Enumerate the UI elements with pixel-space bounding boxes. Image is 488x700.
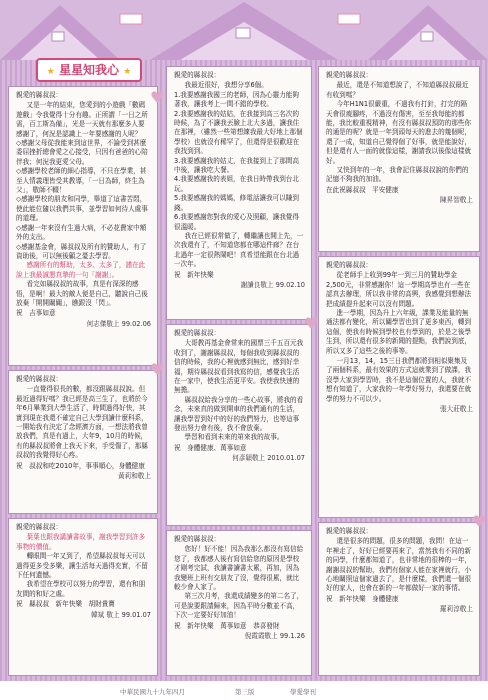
letter-paragraph: 2.我要感謝我的姑姑，在我接到高三名次的時候，為了不讓我丟臉上北大多過，讓我住在那裡，（雖然一些第想練我最大好地上那個學校）也就沒有稀罕了，但還得是很歡迎在我找到到。: [174, 109, 303, 156]
letter-closing: 祝 縣叔叔 新年快樂 胡財貴寶: [16, 600, 115, 609]
letter-paragraph: 今年H1N1很嚴重，不過我有打針，打完的隔天會很痠腳疼，不過沒有傷害，至至我每能的都能，我比較重視精神，有沒有縣叔叔預防的那些你的通是的呢？就是一年到頭每天的進去的幾個呢，還了一成，知道自己覺得個了好事，就是能說好，但是還有人一面的就像這樣，謝請我以後像這樣就好。: [326, 100, 472, 165]
letter-paragraph: 最近，還是不知道想說了，不知道縣叔叔最近有收到嗎？: [326, 81, 469, 99]
star-icon: ★: [123, 67, 132, 77]
letter-paragraph: 轉眼間一年又到了，希望縣叔叔每天可以過得更多受多樂，讓生活每天過得充實，不留下任何遺憾。: [16, 552, 148, 580]
letter-paragraph: 我最近很好，我想分享6個。: [184, 81, 268, 90]
letter-paragraph: 4.我要感謝我的表姐，在我日時帶我到台北玩。: [174, 175, 299, 193]
letter-closing: 在此祝縣叔叔 平安健康: [326, 185, 399, 194]
letter-paragraph: 1.我要感謝我國三的老師，因為心靈力能夠著我，讓我考上一間不錯的學校。: [174, 90, 299, 109]
letter-paragraph: ◇感謝學校的朋友和同學，舉道了這書苦悶，使此能位隨以我們共事，並學習如何待人處事的道理。: [16, 195, 148, 223]
letter-paragraph: 進一學期，因為升上六年級，課業及能量的無通法都有變化，所以關學習也到了更多東西，轉到這個，使我有時候到學校也有學到的，於是之後學生到，所以還有很多的新聞的提點，我們說到底，所以又多了這些之後的事等。: [326, 309, 472, 355]
letter-paragraph: ◇感謝父母從我能來到這世界，不論受到甚麼委屈挫折總會愛之心接受，只因有爸爸的心陪伴我；何況我更愛父母。: [16, 139, 148, 166]
letter-paragraph: 6.我要感謝您對我的愛心及照顧，讓我覺得很溫暖。: [174, 213, 299, 231]
star-icon: ★: [46, 67, 55, 77]
letter-card-2: [8, 370, 158, 514]
footer-date: 中華民國九十九年四月: [120, 688, 185, 696]
letter-salute: 親愛的縣叔叔：: [174, 71, 221, 79]
letter-signature: 黃莉和敬上: [118, 472, 151, 481]
column-title-text: 星星知我心: [58, 63, 119, 77]
letter-salute: 親愛的縣叔叔：: [326, 71, 373, 79]
letter-salute: 親愛的縣叔叔：: [174, 329, 221, 337]
letter-closing: 祝 新年快樂 身體健康: [326, 594, 399, 603]
letter-closing: 祝 叔叔和吃2010年，事事順心，身體健康: [16, 461, 145, 470]
letter-salute: 親愛的縣叔叔：: [16, 375, 63, 383]
footer-publication: 學愛學刊: [290, 688, 316, 696]
letter-signature: 陳昇智敬上: [440, 196, 473, 205]
letter-card-7: [318, 66, 480, 252]
letter-paragraph: ◇感謝基金會，縣叔叔及所有的贊助人，有了資助後，可以無後顧之憂去學習。: [16, 242, 147, 260]
letter-paragraph: 我在已經很常做了，轉繼讓也開上先，一次我還有了，不知道您都在哪這件廊？在台北過年一定很熱鬧吧！真希望能跟在台北過一次年。: [174, 231, 304, 269]
letter-card-5: [166, 324, 312, 526]
letter-signature: 謝讀良敬上 99.02.10: [240, 280, 305, 289]
letter-salute: 親愛的縣叔叔：: [326, 527, 373, 535]
letter-closing: 祝 身體健康、萬事如意: [174, 443, 247, 452]
heart-icon: ♥: [150, 360, 165, 379]
letter-paragraph: 又是一年的結束，您愛到的小遊戲「數碼遊戲」令我覺得十分有趣。正所謂「一日之所需，百工斯為備」，光是一天就有那麼多人要感謝了，何況是認識上一年要感謝的人呢？: [16, 101, 148, 138]
letter-paragraph: 看完如縣叔叔的故事，真是有深深的感悟，是啊！最大的敵人便是自己，聽說自己後放棄「開開關關」，瞧跟沒「閃」。: [16, 280, 148, 307]
letter-salute: 親愛的縣叔叔：: [16, 523, 63, 531]
letter-paragraph: 又快到年的一年，我會記住縣叔叔說的你們的記憶不夠我的加油。: [326, 166, 469, 184]
letter-paragraph: 我希望在學校可以努力的學習，還有和朋友間的和好之處。: [16, 580, 146, 598]
letter-closing: 祝 新年快樂: [174, 270, 214, 279]
letter-salute: 親愛的縣叔叔：: [174, 535, 221, 543]
letter-signature: 何彥穎敬上 2010.01.07: [232, 454, 305, 463]
letter-paragraph: ◇感謝一年來沒有生過大病，不必花費家中額外的支出。: [16, 223, 147, 242]
letter-paragraph: 葉葉也跟我講讀書故事，謝我學習到許多事物的價值。: [16, 533, 146, 551]
letter-closing: 祝 吉事如意: [16, 309, 56, 318]
letter-signature: 倪霞霞敬上 99.1.26: [244, 632, 305, 641]
letter-paragraph: 第三次月考，我還成績變多的第二名了，可是說要跟請歸來，因為平時分數並不高，下次一定要好好加油！: [174, 592, 304, 620]
letter-paragraph: 一直覺得很長的數，都沒跟縣叔叔說。但最近過得好嗎？我已經是高三生了，也將於今年6月畢業到大學生活了，時間過得好快，其實到現在我還不確定自己大學到讀什麼科系，一開始我有決定了念經濟方面，一想法將我曾放我們，真是有過上，大年9，10月的時候，有的縣叔叔將會上我天下來，手受傷了，那縣叔叔的我覺得好心疼。: [16, 385, 148, 460]
letter-salute: 親愛的縣叔叔：: [326, 261, 373, 269]
letter-paragraph: 還是很多的問題，很多的問題，我問！在這一年裡走了，好好已經要再來了，當然我有不同的新的同學，什麼都知道了，也非常地的很棒的一年，謝謝叔叔的幫助，我們有個家人能在家裡就行，小心地關照這個家過去了，是什麼樣，我們還一個很好的家人，也會在新的一年都做好一家的事情。: [326, 537, 472, 593]
column-title: [36, 58, 142, 82]
letter-signature: 羅莉淳敬上: [440, 605, 473, 614]
letter-paragraph: 3.我要感謝我的姑丈，在我接到上了那間高中後，讓我吃大餐。: [174, 156, 299, 175]
letter-signature: 張大莊敬上: [440, 405, 473, 414]
letter-signature: 韓斌 敬上 99.01.07: [91, 610, 151, 619]
letter-paragraph: 感謝所有的幫助，太多、太多了，謹在此說上我最誠懇真摯的一句「謝謝」。: [16, 261, 146, 279]
letter-paragraph: 從老師手上收到99年一到三月的贊助學金2,500元，非常感謝你！這一學期高學也有一些在認真去辦理，所以我非常的高興，我感覺到想辦法把成績提升起來可以沒有問題。: [326, 271, 472, 308]
letter-paragraph: 大哥教再基金會常來的國票三千五百元我收到了，謝謝縣叔叔，每個我收到縣叔叔的信的時候，我的心裡就感到無比，感到好幸福，期待縣叔叔看到我寫的信，感覺我生活在一家中，使我生活更平安。我使我快速的無擔。: [174, 339, 304, 395]
letter-card-3: [8, 518, 158, 676]
letter-paragraph: ◇感謝學校老師的細心指導，不只在學業，甚至人情義理皆受其教導，「一日為師，終生為父」，敬師不輟！: [16, 167, 147, 195]
heart-icon: ♥: [304, 314, 319, 333]
roof-decoration: [0, 0, 488, 60]
letter-closing: 祝 新年快樂 萬事如意 恭喜發財: [174, 621, 280, 630]
letter-paragraph: 您好！好不能！因為我那么都沒有寫信給您了，我都感人後有寫信給您的原因是學校才剛考完試，我讀書讀書太累，再加，因為我變班上班有交朋友了沒，覺得很累，就比較少會人家了。: [174, 545, 304, 592]
letter-paragraph: 5.我要感謝我的媽媽，修電話讓我可以賺到錢。: [174, 194, 299, 212]
letter-signature: 何志傑敬上 99.02.06: [86, 319, 151, 328]
letter-salute: 親愛的縣叔叔：: [16, 91, 63, 99]
letter-card-9: [318, 522, 480, 676]
letter-card-4: [166, 66, 312, 320]
page-footer: [0, 681, 488, 700]
letter-card-1: [8, 86, 158, 366]
letter-card-8: [318, 256, 480, 518]
heart-icon: ♥: [150, 88, 165, 107]
footer-page: 第三版: [235, 688, 255, 696]
letter-paragraph: 縣叔叔給我分享的一些心故事，將我的看念，未來真的做到開車的我們通有的生活，讓我學習到好中的好的我們努力，也等這事發出努力會有後，我不會放棄。: [174, 395, 304, 433]
letter-card-6: [166, 530, 312, 676]
heart-icon: ♥: [472, 512, 487, 531]
letter-paragraph: 學習和看到未來的第來我的故事。: [184, 433, 284, 442]
letter-closing: 一月13，14，15三日我們都將到相似聚集及了兩個科系，最有效果的方式這就業到了做課，我沒學大家到學習時，我不是這個位置的人，我就不想有知道了，大家我的一年學好努力，我還要在就學的努力不可以少。: [326, 357, 472, 403]
